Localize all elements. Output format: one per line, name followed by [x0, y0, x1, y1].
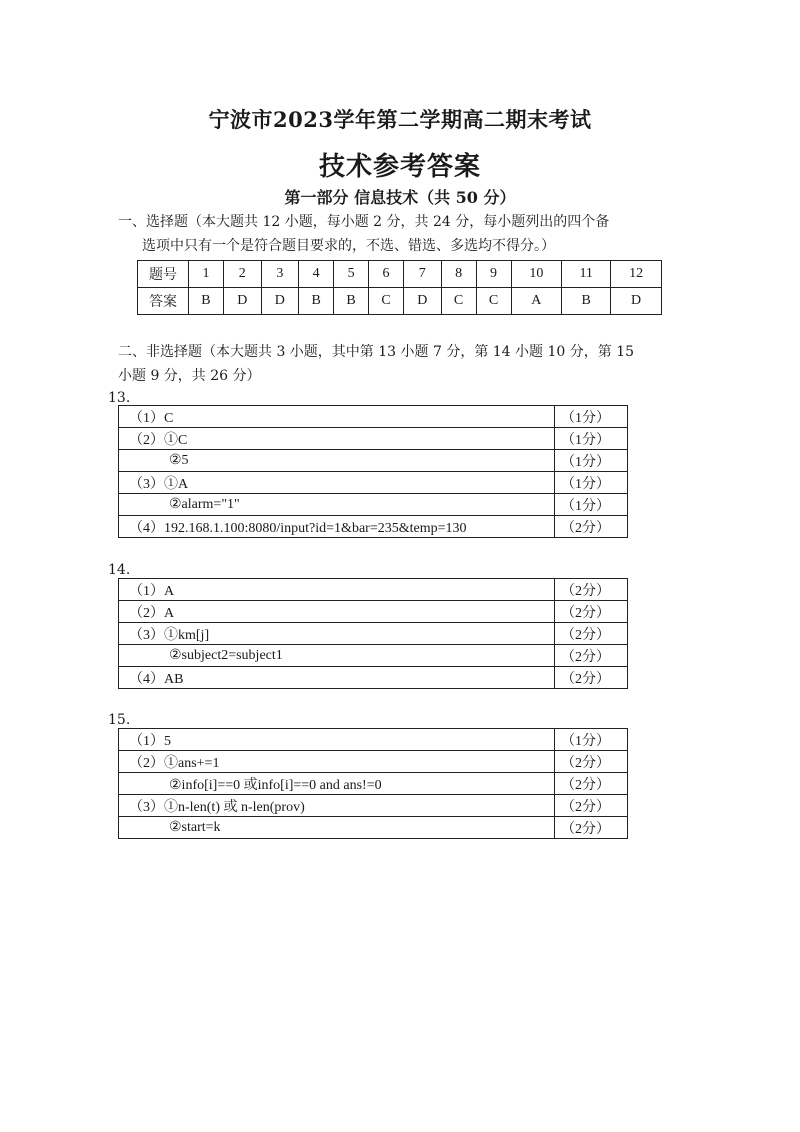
choice-number-cell: 2: [223, 261, 261, 288]
choice-answer-cell: B: [334, 288, 369, 315]
choice-number-cell: 8: [441, 261, 476, 288]
choice-number-cell: 4: [299, 261, 334, 288]
answer-text: C: [164, 410, 174, 426]
row-label-number: 题号: [138, 261, 189, 288]
choice-number-cell: 7: [404, 261, 442, 288]
answer-row: [119, 645, 628, 667]
answer-row: [119, 773, 628, 795]
answer-score: （2分）: [555, 773, 628, 795]
choice-number-cell: 9: [476, 261, 511, 288]
choice-answer-cell: A: [511, 288, 562, 315]
answer-score: （2分）: [555, 795, 628, 817]
answer-text: ①C: [164, 432, 188, 448]
choice-answer-cell: C: [369, 288, 404, 315]
part-heading: 第一部分 信息技术（共 50 分）: [284, 188, 516, 207]
answer-row: [119, 623, 628, 645]
answer-text: A: [164, 583, 175, 599]
choice-answer-row: [138, 288, 662, 315]
question-14-table: [118, 578, 628, 689]
answer-text: AB: [164, 671, 184, 687]
choice-answer-cell: D: [223, 288, 261, 315]
answer-part-number: （2）: [129, 605, 164, 621]
answer-part-number: （2）: [129, 755, 164, 771]
question-13-table: [118, 405, 628, 538]
answer-score: （1分）: [555, 428, 628, 450]
answer-text: ①km[j]: [164, 627, 210, 643]
answer-text: ②start=k: [169, 820, 221, 835]
answer-text: A: [164, 605, 175, 621]
answer-cell: [119, 645, 555, 667]
answer-cell: [119, 406, 555, 428]
answer-row: [119, 428, 628, 450]
answer-cell: [119, 494, 555, 516]
answer-part-number: （3）: [129, 799, 164, 815]
choice-number-cell: 10: [511, 261, 562, 288]
answer-score: （2分）: [555, 579, 628, 601]
answer-cell: [119, 795, 555, 817]
answer-text: ①n-len(t) 或 n-len(prov): [164, 799, 305, 815]
answer-cell: [119, 773, 555, 795]
answer-score: （1分）: [555, 494, 628, 516]
answer-text: ①ans+=1: [164, 755, 220, 771]
answer-cell: [119, 472, 555, 494]
answer-cell: [119, 729, 555, 751]
answer-row: [119, 795, 628, 817]
section1-instruction-line2: 选项中只有一个是符合题目要求的，不选、错选、多选均不得分。）: [142, 238, 555, 254]
choice-number-cell: 5: [334, 261, 369, 288]
section2-instruction-line2: 小题 9 分，共 26 分）: [118, 368, 261, 384]
question-15-table: [118, 728, 628, 839]
section1-instruction-line1: 一、选择题（本大题共 12 小题，每小题 2 分，共 24 分，每小题列出的四个备: [118, 214, 610, 230]
answer-score: （2分）: [555, 601, 628, 623]
answer-score: （2分）: [555, 751, 628, 773]
choice-number-cell: 11: [562, 261, 611, 288]
choice-number-cell: 6: [369, 261, 404, 288]
answer-row: [119, 406, 628, 428]
question-15-label: 15.: [108, 712, 131, 728]
answer-score: （2分）: [555, 817, 628, 839]
answer-part-number: （2）: [129, 432, 164, 448]
answer-row: [119, 516, 628, 538]
answer-part-number: （1）: [129, 733, 164, 749]
answer-row: [119, 450, 628, 472]
answer-part-number: （1）: [129, 583, 164, 599]
answer-row: [119, 579, 628, 601]
answer-text: ②info[i]==0 或info[i]==0 and ans!=0: [169, 777, 382, 793]
answer-cell: [119, 667, 555, 689]
answer-row: [119, 667, 628, 689]
answer-cell: [119, 751, 555, 773]
answer-score: （1分）: [555, 472, 628, 494]
answer-score: （2分）: [555, 645, 628, 667]
choice-answer-table: [137, 260, 662, 315]
answer-part-number: （3）: [129, 627, 164, 643]
answer-row: [119, 472, 628, 494]
answer-text: ①A: [164, 476, 189, 492]
answer-part-number: （4）: [129, 520, 164, 536]
answer-row: [119, 494, 628, 516]
choice-answer-cell: D: [611, 288, 662, 315]
question-14-label: 14.: [108, 562, 131, 578]
answer-row: [119, 817, 628, 839]
answer-score: （2分）: [555, 623, 628, 645]
answer-part-number: （1）: [129, 410, 164, 426]
answer-row: [119, 729, 628, 751]
choice-number-row: [138, 261, 662, 288]
choice-number-cell: 12: [611, 261, 662, 288]
answer-cell: [119, 579, 555, 601]
choice-number-cell: 3: [261, 261, 299, 288]
row-label-answer: 答案: [138, 288, 189, 315]
answer-cell: [119, 428, 555, 450]
answer-score: （2分）: [555, 667, 628, 689]
answer-cell: [119, 601, 555, 623]
answer-text: ②subject2=subject1: [169, 648, 283, 663]
choice-answer-cell: B: [189, 288, 224, 315]
choice-answer-cell: C: [476, 288, 511, 315]
answer-score: （2分）: [555, 516, 628, 538]
document-subtitle: 技术参考答案: [318, 152, 481, 182]
question-13-label: 13.: [108, 390, 131, 406]
answer-text: ②alarm="1": [169, 497, 240, 512]
choice-answer-cell: B: [562, 288, 611, 315]
answer-cell: [119, 516, 555, 538]
answer-cell: [119, 817, 555, 839]
choice-answer-cell: D: [261, 288, 299, 315]
answer-part-number: （4）: [129, 671, 164, 687]
answer-score: （1分）: [555, 729, 628, 751]
choice-answer-cell: C: [441, 288, 476, 315]
answer-row: [119, 601, 628, 623]
choice-number-cell: 1: [189, 261, 224, 288]
answer-cell: [119, 450, 555, 472]
answer-text: 5: [164, 733, 171, 749]
choice-answer-cell: B: [299, 288, 334, 315]
answer-part-number: （3）: [129, 476, 164, 492]
answer-text: 192.168.1.100:8080/input?id=1&bar=235&temp=130: [164, 520, 467, 536]
answer-cell: [119, 623, 555, 645]
answer-score: （1分）: [555, 450, 628, 472]
choice-answer-cell: D: [404, 288, 442, 315]
section2-instruction-line1: 二、非选择题（本大题共 3 小题，其中第 13 小题 7 分，第 14 小题 10 分，第 15: [118, 344, 635, 360]
answer-text: ②5: [169, 453, 189, 468]
answer-row: [119, 751, 628, 773]
document-title: 宁波市2023学年第二学期高二期末考试: [208, 107, 592, 132]
answer-score: （1分）: [555, 406, 628, 428]
